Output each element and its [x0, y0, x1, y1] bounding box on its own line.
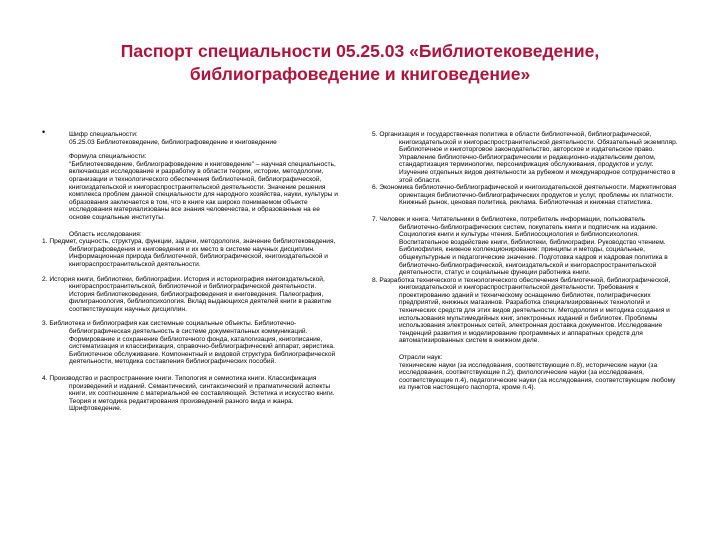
- area-item-6: 6. Экономика библиотечно-библиографической и книгоиздательской деятельности. Маркетинговая ориентация библиотечно-библиографических продуктов и услуг, проблемы их платности. Книжный рынок, ценовая политика, реклама. Библиотечная и книжная статистика.: [372, 184, 677, 207]
- areas-label: Область исследования:: [69, 230, 142, 238]
- fields-text: технические науки (за исследования, соответствующие п.8), исторические науки (за исследования, соответствующие п.2), филологические науки (за исследования, соответствующие п.4), педагогические науки (за исследования, соответствующие любому из пунктов настоящего паспорта, кроме п.4).: [399, 361, 676, 392]
- bullet-marker: •: [42, 127, 46, 137]
- area-item-4: 4. Производство и распространение книги. Типология и семиотика книги. Классификация произведений и изданий. Семантический, синтаксический и прагматический аспекты книги, их соотношение с материальной ее составляющей. Эстетика и искусство книги. Теория и методика редактирования произведений разного вида и жанра. Шрифтоведение.: [42, 375, 335, 413]
- area-item-1: 1. Предмет, сущность, структура, функции, задачи, методология, значение библиотековедения, библиографоведения и книговедения и их место в системе научных дисциплин. Информационная природа библиотечной, библиографической, книгоиздательской и книгораспространительской деятельности.: [42, 238, 336, 268]
- code-label: Шифр специальности:: [69, 131, 138, 138]
- formula-text: "Библиотековедение, библиографоведение и книговедение" – научная специальность, включающая исследование и разработку в области теории, истории, методологии, организации и технологического обеспечения библиотечной, библиографической, книгоиздательской и книгораспространительской деятельности. Значение решения комплекса проблем данной специальности для народного хозяйства, науки, культуры и образования заключается в том, что в книге как широко понимаемом объекте исследования материализованы все знания человечества, и образованные на ее основе социальные институты.: [69, 160, 338, 221]
- title-line-2: библиографоведение и книговедение»: [189, 64, 531, 84]
- right-column: [372, 131, 682, 392]
- page-title: [40, 40, 680, 86]
- title-line-1: Паспорт специальности 05.25.03 «Библиотековедение,: [120, 41, 600, 61]
- area-item-7: 7. Человек и книга. Читательники в библиотеке, потребитель информации, пользователь библиотечно-библиографических систем, покупатель книги и подписчик на издание. Социология книги и культуры чтения. Библиосоциология и библиопсихология. Воспитательное воздействие книги, библиотеки, библиографии. Руководство чтением. Библиофилия, книжное коллекционирование: принципы и методы, социальные, общекультурные и педагогические значение. Подготовка кадров и кадровая политика в библиотечно-библиографической, книгоиздательской и книгораспространительской деятельности, статус и социальные функции работника книги.: [372, 215, 668, 277]
- fields-label: Отрасли наук:: [399, 354, 443, 362]
- code-value: 05.25.03 Библиотековедение, библиографоведение и книговедение: [69, 138, 277, 146]
- formula-label: Формула специальности:: [69, 153, 147, 161]
- area-item-2: 2. История книги, библиотеки, библиографии. История и историография книгоиздательской, книгораспространительской, библиотечной и библиографической деятельности. История библиотековедения, библиографоведения и книговедения. Палеография, филиграноология, библиопсихология. Вклад выдающихся деятелей книги в развитие соответствующих научных дисциплин.: [42, 275, 332, 313]
- area-item-3: 3. Библиотека и библиография как системные социальные объекты. Библиотечно-библиографическая деятельность в системе документальных коммуникаций. Формирование и сохранение библиотечного фонда, каталогизация, книгописание, систематизация и классификация, справочно-библиографический аппарат, эвристика. Библиотечное обслуживание. Компонентный и видовой структура библиографической деятельности, методика составления библиографических пособий.: [42, 320, 336, 366]
- left-column: [42, 131, 342, 413]
- area-item-5: 5. Организация и государственная политика в области библиотечной, библиографической, книгоиздательской и книгораспространительской деятельности. Обязательный экземпляр. Библиотечное и книготорговое законодательство, авторское и издательское право. Управление библиотечно-библиографическим и редакционно-издательским делом, стандартизация терминологии, персонификация обслуживания, продуктов и услуг. Изучение отдельных видов деятельности за рубежом и международное сотрудничество в этой области.: [372, 131, 678, 184]
- area-item-8: 8. Разработка технического и технологического обеспечения библиотечной, библиографической, книгоиздательской и книгораспространительской деятельности. Требования к проектированию зданий и техническому оснащению библиотек, полиграфических предприятий, книжных магазинов. Разработка специализированных технологий и технических средств для этих видов деятельности. Методология и методика создания и использования мультимедийных книг, электронных изданий и библиотек. Проблемы использования электронных сетей, электронная доставка документов. Исследование тенденций развития и моделирование программных и аппаратных средств для автоматизированных систем в книжном деле.: [372, 276, 671, 345]
